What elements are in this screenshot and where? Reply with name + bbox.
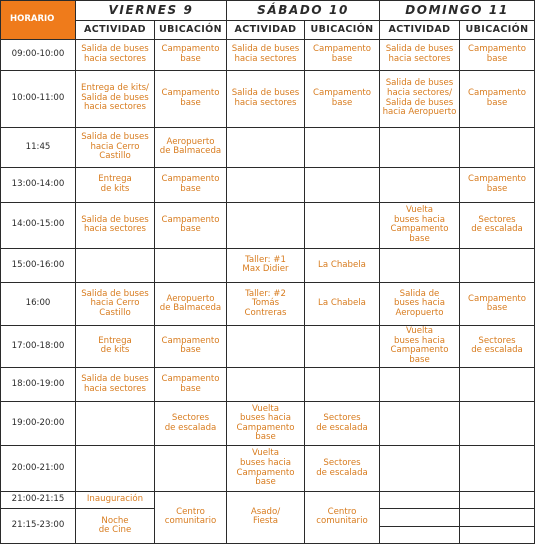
viernes-actividad-cell: Entrega de kits	[76, 326, 155, 368]
sabado-actividad-cell: Vuelta buses hacia Campamento base	[227, 402, 305, 446]
sabado-ubicacion-cell: Campamento base	[305, 40, 380, 71]
viernes-ubicacion-cell: Aeropuerto de Balmaceda	[155, 127, 227, 168]
time-cell: 18:00-19:00	[1, 367, 76, 402]
schedule-row	[1, 491, 535, 508]
day-header-viernes: VIERNES 9	[76, 1, 227, 21]
sabado-ubicacion-cell: La Chabela	[305, 248, 380, 283]
domingo-ubicacion-cell: Campamento base	[460, 168, 535, 203]
sabado-actividad-cell	[227, 127, 305, 168]
time-cell: 21:00-21:15	[1, 491, 76, 508]
column-header-actividad: ACTIVIDAD	[76, 21, 155, 40]
column-header-actividad: ACTIVIDAD	[227, 21, 305, 40]
horario-header: HORARIO	[1, 1, 76, 40]
time-cell: 19:00-20:00	[1, 402, 76, 446]
sabado-actividad-cell	[227, 367, 305, 402]
domingo-actividad-cell: Vuelta buses hacia Campamento base	[380, 202, 460, 248]
schedule-row	[1, 248, 535, 283]
domingo-ubicacion-cell	[460, 367, 535, 402]
sabado-ubicacion-cell: Centro comunitario	[305, 491, 380, 543]
viernes-ubicacion-cell: Campamento base	[155, 326, 227, 368]
schedule-row	[1, 283, 535, 326]
time-cell: 15:00-16:00	[1, 248, 76, 283]
sabado-actividad-cell: Asado/ Fiesta	[227, 491, 305, 543]
schedule-row	[1, 70, 535, 127]
sabado-ubicacion-cell: Sectores de escalada	[305, 446, 380, 492]
column-header-ubicacion: UBICACIÓN	[155, 21, 227, 40]
domingo-ubicacion-cell	[460, 127, 535, 168]
domingo-ubicacion-cell	[460, 248, 535, 283]
domingo-ubicacion-cell: Sectores de escalada	[460, 326, 535, 368]
time-cell: 21:15-23:00	[1, 509, 76, 544]
viernes-ubicacion-cell: Campamento base	[155, 168, 227, 203]
sabado-ubicacion-cell: Sectores de escalada	[305, 402, 380, 446]
day-header-domingo: DOMINGO 11	[380, 1, 535, 21]
viernes-actividad-cell	[76, 402, 155, 446]
viernes-actividad-cell: Salida de buses hacia Cerro Castillo	[76, 127, 155, 168]
domingo-actividad-cell	[380, 491, 460, 508]
column-header-ubicacion: UBICACIÓN	[305, 21, 380, 40]
viernes-ubicacion-cell: Aeropuerto de Balmaceda	[155, 283, 227, 326]
domingo-actividad-cell	[380, 509, 460, 526]
sabado-ubicacion-cell: Campamento base	[305, 70, 380, 127]
schedule-row	[1, 367, 535, 402]
domingo-ubicacion-cell: Campamento base	[460, 70, 535, 127]
domingo-actividad-cell	[380, 402, 460, 446]
domingo-ubicacion-cell: Campamento base	[460, 283, 535, 326]
time-cell: 13:00-14:00	[1, 168, 76, 203]
domingo-ubicacion-cell	[460, 446, 535, 492]
domingo-ubicacion-cell	[460, 526, 535, 543]
viernes-actividad-cell: Entrega de kits/ Salida de buses hacia sectores	[76, 70, 155, 127]
viernes-actividad-cell	[76, 446, 155, 492]
time-cell: 09:00-10:00	[1, 40, 76, 71]
sabado-actividad-cell: Salida de buses hacia sectores	[227, 70, 305, 127]
viernes-actividad-cell: Salida de buses hacia sectores	[76, 202, 155, 248]
viernes-ubicacion-cell: Sectores de escalada	[155, 402, 227, 446]
sabado-ubicacion-cell	[305, 326, 380, 368]
viernes-ubicacion-cell: Campamento base	[155, 70, 227, 127]
schedule-row	[1, 127, 535, 168]
sabado-actividad-cell	[227, 202, 305, 248]
sabado-actividad-cell: Salida de buses hacia sectores	[227, 40, 305, 71]
viernes-actividad-cell: Salida de buses hacia sectores	[76, 367, 155, 402]
domingo-actividad-cell	[380, 127, 460, 168]
sabado-actividad-cell: Taller: #2 Tomás Contreras	[227, 283, 305, 326]
schedule-row	[1, 40, 535, 71]
viernes-ubicacion-cell: Campamento base	[155, 367, 227, 402]
column-header-actividad: ACTIVIDAD	[380, 21, 460, 40]
sabado-actividad-cell	[227, 326, 305, 368]
domingo-actividad-cell	[380, 526, 460, 543]
time-cell: 20:00-21:00	[1, 446, 76, 492]
time-cell: 14:00-15:00	[1, 202, 76, 248]
schedule-row	[1, 168, 535, 203]
domingo-ubicacion-cell	[460, 491, 535, 508]
viernes-ubicacion-cell: Campamento base	[155, 40, 227, 71]
viernes-actividad-cell: Entrega de kits	[76, 168, 155, 203]
viernes-ubicacion-cell: Campamento base	[155, 202, 227, 248]
time-cell: 17:00-18:00	[1, 326, 76, 368]
domingo-actividad-cell: Salida de buses hacia sectores	[380, 40, 460, 71]
domingo-actividad-cell	[380, 168, 460, 203]
time-cell: 11:45	[1, 127, 76, 168]
viernes-actividad-cell	[76, 248, 155, 283]
viernes-ubicacion-cell	[155, 248, 227, 283]
day-header-sabado: SÁBADO 10	[227, 1, 380, 21]
domingo-ubicacion-cell	[460, 509, 535, 526]
viernes-actividad-cell: Salida de buses hacia Cerro Castillo	[76, 283, 155, 326]
domingo-ubicacion-cell	[460, 402, 535, 446]
sabado-ubicacion-cell: La Chabela	[305, 283, 380, 326]
column-header-ubicacion: UBICACIÓN	[460, 21, 535, 40]
schedule-row	[1, 326, 535, 368]
domingo-actividad-cell	[380, 367, 460, 402]
sabado-actividad-cell: Taller: #1 Max Didier	[227, 248, 305, 283]
viernes-actividad-cell: Inauguración	[76, 491, 155, 508]
domingo-actividad-cell	[380, 248, 460, 283]
schedule-row	[1, 446, 535, 492]
time-cell: 16:00	[1, 283, 76, 326]
domingo-ubicacion-cell: Campamento base	[460, 40, 535, 71]
schedule-row	[1, 402, 535, 446]
sabado-ubicacion-cell	[305, 202, 380, 248]
domingo-actividad-cell: Vuelta buses hacia Campamento base	[380, 326, 460, 368]
sabado-ubicacion-cell	[305, 168, 380, 203]
domingo-actividad-cell	[380, 446, 460, 492]
sabado-actividad-cell: Vuelta buses hacia Campamento base	[227, 446, 305, 492]
viernes-actividad-cell: Noche de Cine	[76, 509, 155, 544]
sabado-ubicacion-cell	[305, 127, 380, 168]
schedule-body	[1, 40, 535, 544]
time-cell: 10:00-11:00	[1, 70, 76, 127]
domingo-actividad-cell: Salida de buses hacia Aeropuerto	[380, 283, 460, 326]
viernes-ubicacion-cell	[155, 446, 227, 492]
viernes-ubicacion-cell: Centro comunitario	[155, 491, 227, 543]
sabado-ubicacion-cell	[305, 367, 380, 402]
domingo-actividad-cell: Salida de buses hacia sectores/ Salida de buses hacia Aeropuerto	[380, 70, 460, 127]
schedule-row	[1, 202, 535, 248]
domingo-ubicacion-cell: Sectores de escalada	[460, 202, 535, 248]
sabado-actividad-cell	[227, 168, 305, 203]
viernes-actividad-cell: Salida de buses hacia sectores	[76, 40, 155, 71]
